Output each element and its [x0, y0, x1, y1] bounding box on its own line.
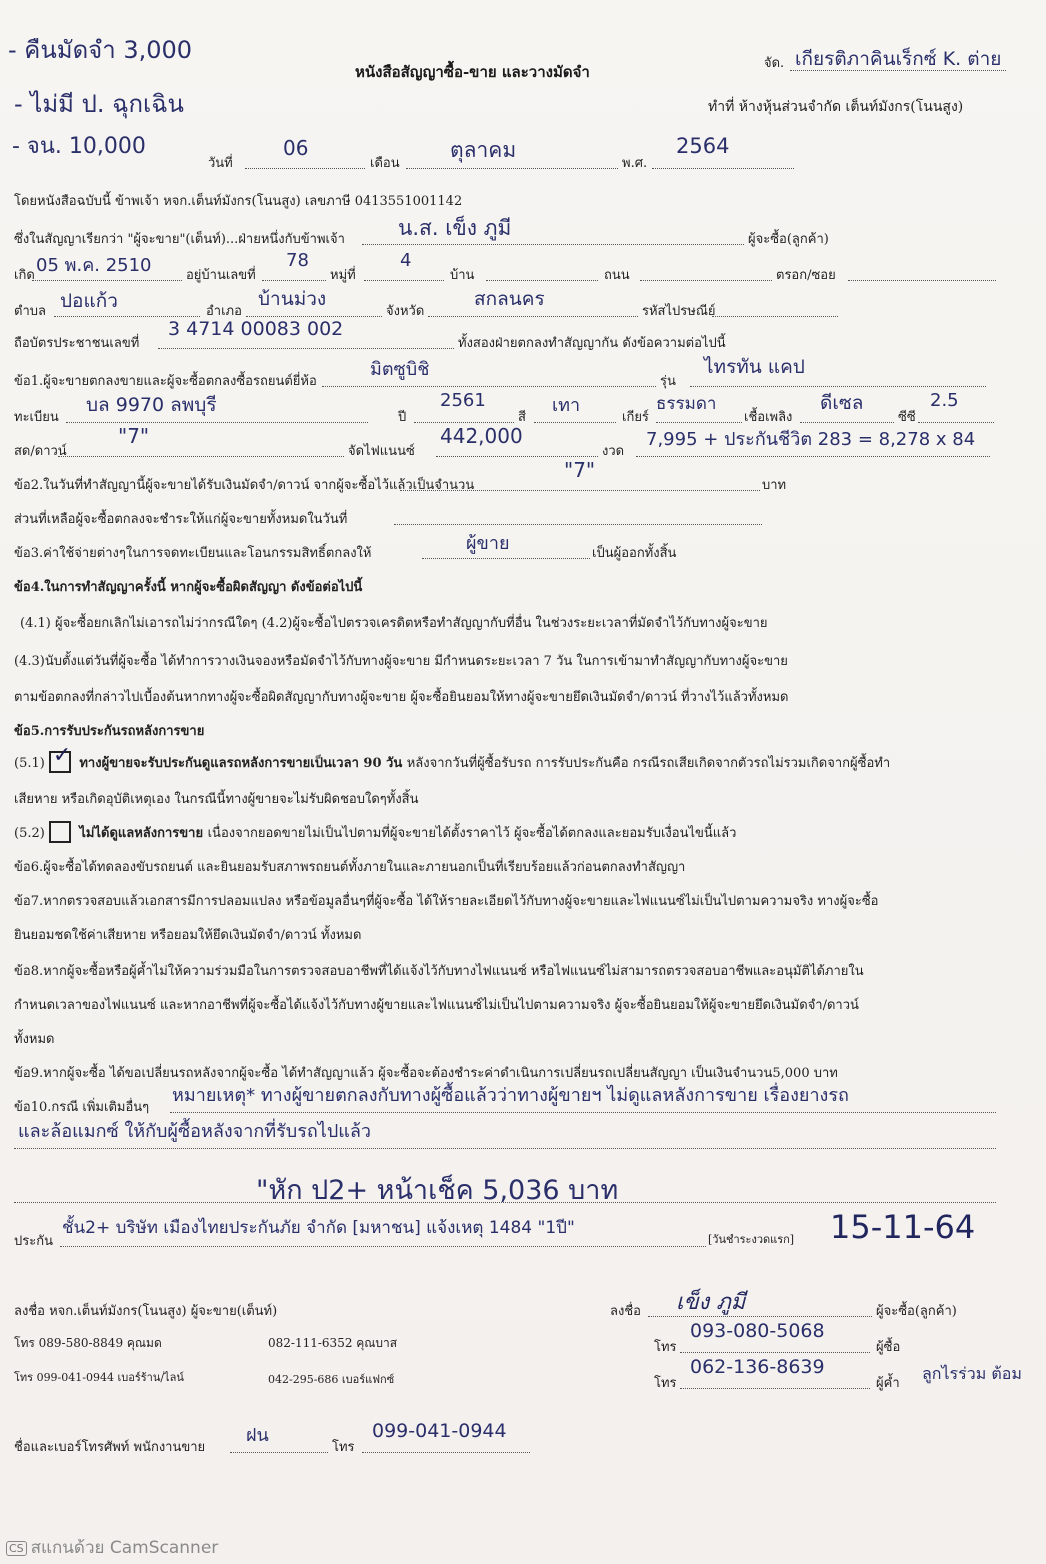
- clause10-line3: "หัก ป2+ หน้าเช็ค 5,036 บาท: [256, 1175, 619, 1206]
- clause2-unit: บาท: [762, 478, 787, 493]
- birth-value: 05 พ.ค. 2510: [36, 255, 152, 276]
- clause5-1-rest: หลังจากวันที่ผู้ซื้อรับรถ การรับประกันคือ กรณีรถเสียเกิดจากตัวรถไม่รวมเกิดจากผู้ซื้อทำ: [406, 756, 891, 771]
- insurance-label: ประกัน: [14, 1234, 53, 1249]
- buyer-label: ผู้จะซื้อ(ลูกค้า): [748, 232, 829, 247]
- remaining-text: ส่วนที่เหลือผู้จะซื้อตกลงจะชำระให้แก่ผู้จะขายทั้งหมดในวันที่: [14, 512, 348, 527]
- buyer-phone-label: โทร: [654, 1340, 677, 1355]
- finance-label: จัดไฟแนนซ์: [348, 444, 415, 459]
- staff-name: ฝน: [246, 1425, 269, 1446]
- checkmark-icon: ✓: [52, 742, 72, 768]
- reg-value: บล 9970 ลพบุรี: [86, 394, 217, 416]
- clause1-label: ข้อ1.ผู้จะขายตกลงขายและผู้จะซื้อตกลงซื้อรถยนต์ยี่ห้อ: [14, 374, 317, 389]
- staff-label: ชื่อและเบอร์โทรศัพท์ พนักงานขาย: [14, 1440, 206, 1455]
- seller-clause: ซึ่งในสัญญาเรียกว่า "ผู้จะขาย"(เต็นท์)...ฝ่ายหนึ่งกับข้าพเจ้า: [14, 232, 345, 247]
- subdistrict-label: ตำบล: [14, 304, 46, 319]
- subdistrict-value: ปอแก้ว: [60, 290, 118, 312]
- clause10-line2: และล้อแมกซ์ ให้กับผู้ซื้อหลังจากที่รับรถไปแล้ว: [18, 1121, 371, 1142]
- camscanner-text: สแกนด้วย CamScanner: [30, 1538, 219, 1558]
- vehicle-year: 2561: [440, 390, 486, 411]
- year-value: 2564: [676, 134, 730, 158]
- clause3-suffix: เป็นผู้ออกทั้งสิ้น: [592, 546, 677, 561]
- camscanner-icon: CS: [6, 1541, 27, 1556]
- clause4-title: ข้อ4.ในการทำสัญญาครั้งนี้ หากผู้จะซื้อผิดสัญญา ดังข้อต่อไปนี้: [14, 580, 363, 595]
- camscanner-watermark: [6, 1534, 218, 1561]
- clause3-text: ข้อ3.ค่าใช้จ่ายต่างๆในการจดทะเบียนและโอนกรรมสิทธิ์ตกลงให้: [14, 546, 372, 561]
- idcard-label: ถือบัตรประชาชนเลขที่: [14, 336, 140, 351]
- reg-label: ทะเบียน: [14, 410, 59, 425]
- road-label: ถนน: [604, 268, 630, 283]
- clause10-label: ข้อ10.กรณี เพิ่มเติมอื่นๆ: [14, 1100, 150, 1115]
- clause5-1b: เสียหาย หรือเกิดอุบัติเหตุเอง ในกรณีนี้ทางผู้ขายจะไม่รับผิดชอบใดๆทั้งสิ้น: [14, 792, 419, 807]
- buyer-phone-suffix: ผู้ซื้อ: [876, 1340, 901, 1355]
- insurance-value: ชั้น2+ บริษัท เมืองไทยประกันภัย จำกัด [มหาชน] แจ้งเหตุ 1484 "1ปี": [62, 1218, 575, 1238]
- first-payment-label: [วันชำระงวดแรก]: [708, 1233, 795, 1246]
- clause3-value: ผู้ขาย: [466, 533, 510, 554]
- phone-1: โทร 089-580-8849 คุณมด: [14, 1336, 162, 1350]
- staff-phone-label: โทร: [332, 1440, 355, 1455]
- alley-label: ตรอก/ซอย: [776, 268, 836, 283]
- down-label: สด/ดาวน์: [14, 444, 67, 459]
- buyer-phone: 093-080-5068: [690, 1320, 825, 1342]
- year-reg-label: ปี: [398, 410, 407, 425]
- clause5-1: [14, 742, 891, 775]
- clause5-title: ข้อ5.การรับประกันรถหลังการขาย: [14, 724, 205, 739]
- clause9: ข้อ9.หากผู้จะซื้อ ได้ขอเปลี่ยนรถหลังจากผู้จะซื้อ ได้ทำสัญญาแล้ว ผู้จะซื้อจะต้องชำระค่าดำเนินการเปลี่ยนรถเปลี่ยนสัญญา เป็นเงินจำนวน5,000 บาท: [14, 1066, 838, 1081]
- clause2-value: "7": [564, 458, 596, 482]
- month-label: เดือน: [370, 156, 400, 171]
- no-warranty-checkbox[interactable]: [49, 821, 71, 843]
- year-label: พ.ศ.: [622, 156, 648, 171]
- installment-label: งวด: [602, 444, 625, 459]
- village-label: บ้าน: [450, 268, 475, 283]
- finance-value: 442,000: [440, 424, 523, 448]
- note-deposit: - คืนมัดจำ 3,000: [8, 36, 193, 64]
- month-value: ตุลาคม: [450, 138, 517, 162]
- buyer-signature: เข็ง ภูมี: [676, 1290, 746, 1315]
- district-label: อำเภอ: [206, 304, 242, 319]
- clause5-2: [14, 822, 736, 845]
- buyer-name: น.ส. เข็ง ภูมี: [398, 216, 512, 240]
- buyer-sign-label: ผู้จะซื้อ(ลูกค้า): [876, 1304, 957, 1319]
- fuel-label: เชื้อเพลิง: [744, 410, 793, 425]
- relative-phone-label: โทร: [654, 1376, 677, 1391]
- warranty-checkbox[interactable]: [49, 742, 72, 773]
- first-payment-date: 15-11-64: [830, 1208, 976, 1246]
- seller-sign-label: ลงชื่อ หจก.เต็นท์มังกร(โนนสูง) ผู้จะขาย(เต็นท์): [14, 1304, 278, 1319]
- clause4-1: (4.1) ผู้จะซื้อยกเลิกไม่เอารถไม่ว่ากรณีใดๆ (4.2)ผู้จะซื้อไปตรวจเครดิตหรือทำสัญญากับที่อื่น ในช่วงระยะเวลาที่มัดจำไว้กับทางผู้จะขาย: [20, 616, 768, 631]
- document-title: หนังสือสัญญาซื้อ-ขาย และวางมัดจำ: [355, 63, 590, 81]
- vehicle-brand: มิตซูบิชิ: [370, 359, 430, 380]
- color-label: สี: [518, 410, 526, 425]
- clause10-line1: หมายเหตุ* ทางผู้ขายตกลงกับทางผู้ซื้อแล้วว่าทางผู้ขายฯ ไม่ดูแลหลังการขาย เรื่องยางรถ: [172, 1085, 849, 1106]
- relative-phone: 062-136-8639: [690, 1356, 825, 1378]
- issue-place: ทำที่ ห้างหุ้นส่วนจำกัด เต็นท์มังกร(โนนสูง): [708, 99, 964, 115]
- staff-phone: 099-041-0944: [372, 1420, 507, 1442]
- clause5-1-bold: ทางผู้ขายจะรับประกันดูแลรถหลังการขายเป็นเวลา 90 วัน: [74, 756, 407, 771]
- clause5-2-rest: เนื่องจากยอดขายไม่เป็นไปตามที่ผู้จะขายได้ตั้งราคาไว้ ผู้จะซื้อได้ตกลงและยอมรับเงื่อนไขนี้แล้ว: [207, 826, 737, 841]
- intro-line: โดยหนังสือฉบับนี้ ข้าพเจ้า หจก.เต็นท์มังกร(โนนสูง) เลขภาษี 0413551001142: [14, 194, 463, 209]
- idcard-value: 3 4714 00083 002: [168, 318, 344, 340]
- birth-label: เกิด: [14, 268, 35, 283]
- phone-2: 082-111-6352 คุณบาส: [268, 1336, 398, 1350]
- clause6: ข้อ6.ผู้จะซื้อได้ทดลองขับรถยนต์ และยินยอมรับสภาพรถยนต์ทั้งภายในและภายนอกเป็นที่เรียบร้อยแล้วก่อนตกลงทำสัญญา: [14, 860, 686, 875]
- clause5-2-num: (5.2): [14, 826, 45, 841]
- relative-phone-suffix: ผู้ค้ำ: [876, 1376, 900, 1391]
- vehicle-color: เทา: [552, 395, 581, 416]
- clause8a: ข้อ8.หากผู้จะซื้อหรือผู้ค้ำไม่ให้ความร่วมมือในการตรวจสอบอาชีพที่ได้แจ้งไว้กับทางไฟแนนซ์ หรือไฟแนนซ์ไม่สามารถตรวจสอบอาชีพและอนุมัติได้ภายใน: [14, 964, 864, 979]
- note-amount: - จน. 10,000: [12, 134, 146, 159]
- province-value: สกลนคร: [474, 288, 545, 310]
- down-value: "7": [118, 424, 150, 448]
- note-no-insurance: - ไม่มี ป. ฉุกเฉิน: [14, 90, 184, 118]
- clause4-3b: ตามข้อตกลงที่กล่าวไปเบื้องต้นหากทางผู้จะซื้อผิดสัญญากับทางผู้จะขาย ผู้จะซื้อยินยอมให้ทางผู้จะขายยึดเงินมัดจำ/ดาวน์ ที่วางไว้แล้วทั้งหมด: [14, 690, 789, 705]
- installment-value: 7,995 + ประกันชีวิต 283 = 8,278 x 84: [646, 429, 976, 450]
- vehicle-model: ไทรทัน แคป: [704, 356, 805, 378]
- house-label: อยู่บ้านเลขที่: [186, 268, 256, 283]
- clause8b: กำหนดเวลาของไฟแนนซ์ และหากอาชีพที่ผู้จะซื้อได้แจ้งไว้กับทางผู้ขายและไฟแนนซ์ไม่เป็นไปตามความจริง ผู้จะซื้อยินยอมให้ผู้จะขายยึดเงินมัดจำ/ดาวน์: [14, 998, 859, 1013]
- moo-value: 4: [400, 250, 412, 271]
- day-label: วันที่: [208, 156, 233, 171]
- cc-label: ซีซี: [898, 410, 916, 425]
- vehicle-cc: 2.5: [930, 390, 959, 411]
- province-label: จังหวัด: [386, 304, 425, 319]
- clause8c: ทั้งหมด: [14, 1032, 55, 1047]
- clause4-3a: (4.3)นับตั้งแต่วันที่ผู้จะซื้อ ได้ทำการวางเงินจองหรือมัดจำไว้กับทางผู้จะขาย มีกำหนดระยะเวลา 7 วัน ในการเข้ามาทำสัญญากับทางผู้จะขาย: [14, 654, 788, 669]
- phone-4: 042-295-686 เบอร์แฟกซ์: [268, 1373, 395, 1386]
- house-value: 78: [286, 250, 309, 271]
- district-value: บ้านม่วง: [258, 288, 327, 310]
- relative-note: ลูกไรร่วม ต้อม: [922, 1364, 1022, 1383]
- model-label: รุ่น: [660, 374, 676, 389]
- idcard-suffix: ทั้งสองฝ่ายตกลงทำสัญญากัน ดังข้อความต่อไปนี้: [458, 336, 726, 351]
- gear-label: เกียร์: [622, 410, 649, 425]
- clause5-2-bold: ไม่ได้ดูแลหลังการขาย: [74, 826, 208, 841]
- day-value: 06: [283, 136, 309, 160]
- clause7b: ยินยอมชดใช้ค่าเสียหาย หรือยอมให้ยึดเงินมัดจำ/ดาวน์ ทั้งหมด: [14, 928, 362, 943]
- clause2-text: ข้อ2.ในวันที่ทำสัญญานี้ผู้จะขายได้รับเงินมัดจำ/ดาวน์ จากผู้จะซื้อไว้แล้วเป็นจำนวน: [14, 478, 475, 493]
- vehicle-fuel: ดีเซล: [820, 392, 864, 414]
- clause5-1-num: (5.1): [14, 756, 45, 771]
- issued-by-value: เกียรติภาคินเร็กซ์ K. ต่าย: [795, 48, 1002, 70]
- moo-label: หมู่ที่: [330, 268, 356, 283]
- vehicle-gear: ธรรมดา: [656, 394, 717, 414]
- buyer-sign-prefix: ลงชื่อ: [610, 1304, 641, 1319]
- phone-3: โทร 099-041-0944 เบอร์ร้าน/ไลน์: [14, 1371, 184, 1384]
- issued-by-label: จัด.: [764, 56, 785, 71]
- postcode-label: รหัสไปรษณีย์: [642, 304, 716, 319]
- clause7a: ข้อ7.หากตรวจสอบแล้วเอกสารมีการปลอมแปลง หรือข้อมูลอื่นๆที่ผู้จะซื้อ ได้ให้รายละเอียดไว้กับทางผู้จะขายและไฟแนนซ์ไม่เป็นไปตามความจริง ทางผู้จะซื้อ: [14, 894, 879, 909]
